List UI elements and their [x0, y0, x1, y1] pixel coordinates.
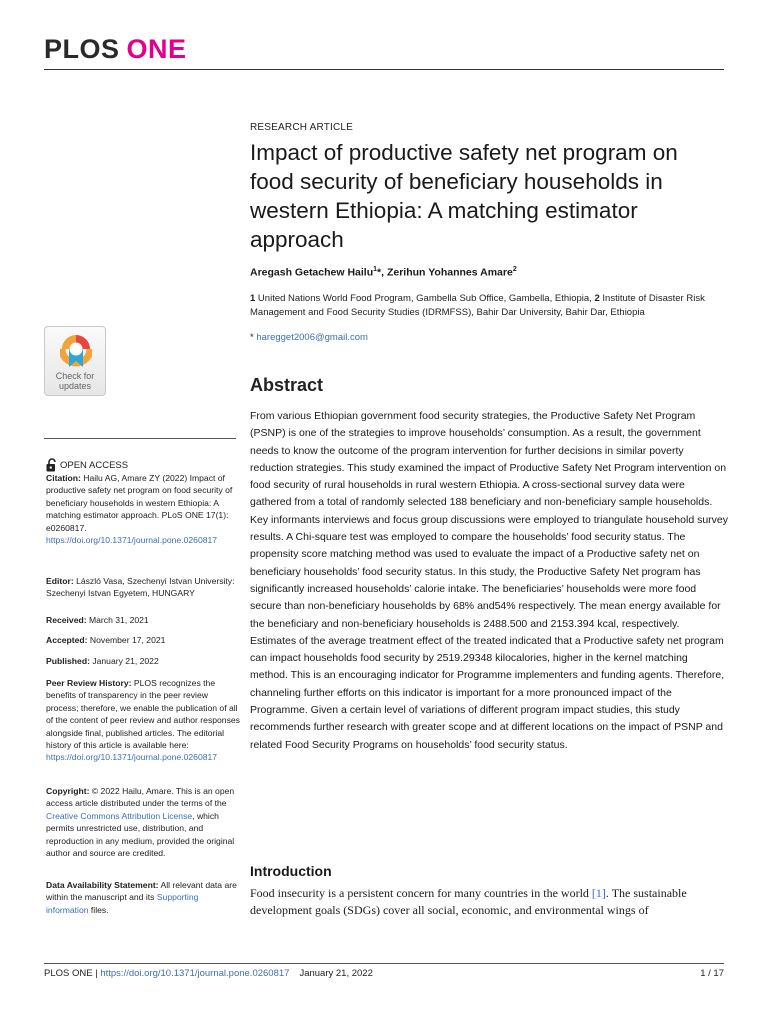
affiliation-marker[interactable]: 1	[373, 266, 378, 273]
footer-date: January 21, 2022	[299, 968, 373, 979]
affiliation-marker[interactable]: 2	[512, 266, 517, 273]
header-divider	[44, 69, 724, 70]
affiliation-text: Institute of Disaster Risk Management and Food Security Studies (IDRMFSS), Bahir Dar University, Bahir Dar, Ethiopia	[250, 293, 705, 318]
editor-block: Editor: László Vasa, Szechenyi Istvan University: Szechenyi Istvan Egyetem, HUNGARY	[46, 576, 235, 599]
abstract-heading: Abstract	[250, 375, 324, 395]
citation-block: Citation: Hailu AG, Amare ZY (2022) Impact of productive safety net program on food security of beneficiary households in western Ethiopia: A matching estimator approach. PLoS ONE 17(1): e0260817. https://doi.org/10.1371/journal.pone.0260817	[46, 473, 233, 546]
supporting-info-link[interactable]: Supporting information	[46, 892, 199, 915]
corresponding-marker: *	[377, 266, 382, 279]
author-separator: ,	[381, 266, 387, 279]
email-marker: *	[250, 332, 254, 343]
open-access-label: OPEN ACCESS	[46, 458, 128, 472]
logo-one-text: ONE	[126, 34, 187, 64]
peer-review-link[interactable]: https://doi.org/10.1371/journal.pone.0260817	[46, 752, 218, 763]
citation-doi-link[interactable]: https://doi.org/10.1371/journal.pone.0260817	[46, 535, 218, 546]
footer-doi-link[interactable]: https://doi.org/10.1371/journal.pone.0260817	[100, 968, 290, 979]
author-list	[250, 266, 517, 279]
license-link[interactable]: Creative Commons Attribution License	[46, 810, 193, 821]
footer-divider	[44, 963, 724, 964]
badge-label: Check for updates	[55, 371, 95, 391]
logo-plos-text: PLOS	[44, 34, 120, 64]
published-date: Published: January 21, 2022	[46, 656, 159, 666]
footer-journal: PLOS ONE |	[44, 968, 101, 979]
check-for-updates-badge[interactable]	[44, 326, 106, 396]
plos-one-logo[interactable]	[44, 36, 187, 63]
affiliation-text: United Nations World Food Program, Gambella Sub Office, Gambella, Ethiopia,	[255, 293, 595, 304]
page-footer	[44, 968, 373, 979]
crossmark-icon	[60, 333, 92, 369]
corresponding-email	[250, 332, 368, 343]
email-link[interactable]: haregget2006@gmail.com	[253, 332, 368, 343]
affiliation-number: 1	[250, 293, 256, 304]
author-name[interactable]: Aregash Getachew Hailu	[250, 266, 374, 279]
copyright-block: Copyright: © 2022 Hailu, Amare. This is an open access article distributed under the terms of the Creative Commons Attribution License, which permits unrestricted use, distribution, and reproduction in any medium, provided the original author and source are credited.	[46, 786, 235, 859]
introduction-text: Food insecurity is a persistent concern for many countries in the world [1]. The sustainable development goals (SDGs) cover all social, economic, and environmental wings of	[250, 886, 687, 917]
introduction-heading: Introduction	[250, 863, 332, 879]
peer-review-block: Peer Review History: PLOS recognizes the benefits of transparency in the peer review process; therefore, we enable the publication of all of the content of peer review and author responses alongside final, published articles. The editorial history of this article is available here: https://doi.org/10.1371/journal.pone.0260817	[46, 678, 240, 763]
accepted-date: Accepted: November 17, 2021	[46, 635, 166, 645]
author-name[interactable]: Zerihun Yohannes Amare	[386, 266, 513, 279]
data-availability-block: Data Availability Statement: All relevant data are within the manuscript and its Supporting information files.	[46, 880, 237, 915]
open-lock-icon	[46, 458, 57, 472]
received-date: Received: March 31, 2021	[46, 615, 149, 625]
affiliation-number: 2	[594, 293, 600, 304]
article-type: RESEARCH ARTICLE	[250, 122, 354, 133]
reference-link[interactable]: [1]	[591, 886, 606, 900]
page-number: 1 / 17	[700, 968, 724, 979]
affiliations	[250, 292, 728, 319]
article-title: Impact of productive safety net program on food security of beneficiary households in western Ethiopia: A matching estimator approach	[250, 140, 678, 252]
abstract-text: From various Ethiopian government food security strategies, the Productive Safety Net Program (PSNP) is one of the strategies to improve households’ consumption. As a result, the government needs to know the outcome of the program intervention for further decisions in similar poverty reduction strategies. This study examined the impact of Productive Safety Net Program intervention on food security of rural households in rural western Ethiopia. A cross-sectional survey data were gathered from a total of randomly selected 188 beneficiary and non-beneficiary sample households. Key informants interviews and focus group discussions were employed to triangulate household survey results. A Chi-square test was employed to compare the households’ food security status. The propensity score matching method was used to evaluate the impact of a Productive safety net on beneficiary households’ food security status. In this study, the Productive Safety Net program has significantly increased households’ calorie intake. The beneficiaries’ households were more food secure than non-beneficiary households by 68% and54% respectively. The mean energy available for the beneficiary and non-beneficiary households is 2488.500 and 2153.394 kcal, respectively. Estimates of the average treatment effect of the treated indicated that a Productive safety net program can impact households food security by 2519.29348 kilocalories, higher in the kernel matching method. This is an encouraging indicator for Programme implementers and funding agents. Therefore, channeling further efforts on this indicator is important for a more pronounced impact of the Programme. Given a certain level of variations of different program impact studies, this study recommends further research with greater scope and at different locations on the impact of PSNP and related Food Security Programs on households’ food security status.	[250, 410, 729, 751]
sidebar-divider	[44, 438, 236, 439]
